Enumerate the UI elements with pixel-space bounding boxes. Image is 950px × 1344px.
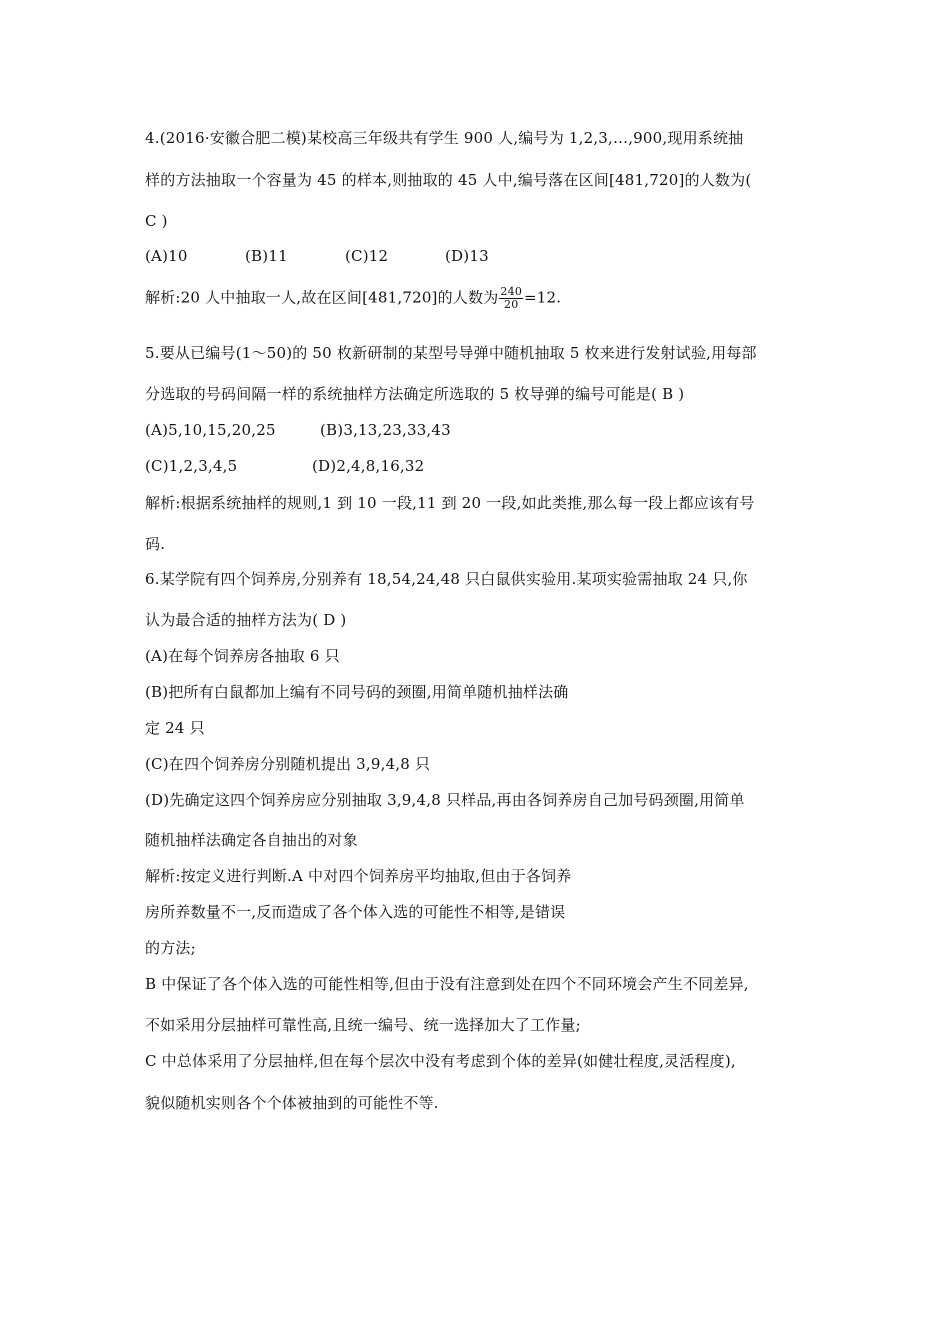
q5-option-d: (D)2,4,8,16,32 <box>312 457 425 475</box>
q6-stem-line2: 认为最合适的抽样方法为( D ) <box>145 611 347 629</box>
q4-option-c: (C)12 <box>345 247 389 265</box>
q6-stem-line1: 6.某学院有四个饲养房,分别养有 18,54,24,48 只白鼠供实验用.某项实验需抽取 24 只,你 <box>145 570 748 588</box>
q6-option-a: (A)在每个饲养房各抽取 6 只 <box>145 647 340 665</box>
q4-option-b: (B)11 <box>245 247 288 265</box>
q5-stem-line1: 5.要从已编号(1～50)的 50 枚新研制的某型号导弹中随机抽取 5 枚来进行发射试验,用每部 <box>145 344 757 362</box>
q4-fraction-denominator: 20 <box>504 298 519 311</box>
q6-option-b-line1: (B)把所有白鼠都加上编有不同号码的颈圈,用简单随机抽样法确 <box>145 683 569 701</box>
q4-analysis-text: 解析:20 人中抽取一人,故在区间[481,720]的人数为 <box>145 288 499 307</box>
q6-analysis-line4: B 中保证了各个体入选的可能性相等,但由于没有注意到处在四个不同环境会产生不同差异, <box>145 975 749 993</box>
q6-option-b-line2: 定 24 只 <box>145 719 205 737</box>
q5-option-c: (C)1,2,3,4,5 <box>145 457 238 475</box>
q6-option-d-line1: (D)先确定这四个饲养房应分别抽取 3,9,4,8 只样品,再由各饲养房自己加号码颈圈,用简单 <box>145 791 745 809</box>
q5-stem-line2: 分选取的号码间隔一样的系统抽样方法确定所选取的 5 枚导弹的编号可能是( B ) <box>145 385 685 403</box>
q4-options <box>145 246 489 266</box>
q6-option-d-line2: 随机抽样法确定各自抽出的对象 <box>145 831 358 849</box>
q4-option-a: (A)10 <box>145 247 188 265</box>
q5-analysis-line1: 解析:根据系统抽样的规则,1 到 10 一段,11 到 20 一段,如此类推,那么每一段上都应该有号 <box>145 494 755 512</box>
q4-stem-line2: 样的方法抽取一个容量为 45 的样本,则抽取的 45 人中,编号落在区间[481,720]的人数为( <box>145 171 752 189</box>
q4-stem-line1: 4.(2016·安徽合肥二模)某校高三年级共有学生 900 人,编号为 1,2,3,…,900,现用系统抽 <box>145 129 744 147</box>
q5-option-b: (B)3,13,23,33,43 <box>320 421 451 439</box>
q5-options-row1 <box>145 420 451 440</box>
q5-option-a: (A)5,10,15,20,25 <box>145 421 276 439</box>
q6-analysis-line6: C 中总体采用了分层抽样,但在每个层次中没有考虑到个体的差异(如健壮程度,灵活程度), <box>145 1052 736 1070</box>
q6-analysis-line1: 解析:按定义进行判断.A 中对四个饲养房平均抽取,但由于各饲养 <box>145 867 572 885</box>
q4-fraction-numerator: 240 <box>500 285 523 298</box>
q6-option-c: (C)在四个饲养房分别随机提出 3,9,4,8 只 <box>145 755 431 773</box>
q6-analysis-line5: 不如采用分层抽样可靠性高,且统一编号、统一选择加大了工作量; <box>145 1016 581 1034</box>
q4-answer: C ) <box>145 212 168 230</box>
q4-analysis <box>145 286 561 311</box>
q6-analysis-line7: 貌似随机实则各个个体被抽到的可能性不等. <box>145 1094 439 1112</box>
q5-options-row2 <box>145 456 424 476</box>
q6-analysis-line3: 的方法; <box>145 939 196 957</box>
q4-fraction <box>499 286 523 311</box>
q4-option-d: (D)13 <box>445 247 489 265</box>
q6-analysis-line2: 房所养数量不一,反而造成了各个体入选的可能性不相等,是错误 <box>145 903 566 921</box>
q5-analysis-line2: 码. <box>145 535 166 553</box>
q4-analysis-result: =12. <box>524 288 562 307</box>
